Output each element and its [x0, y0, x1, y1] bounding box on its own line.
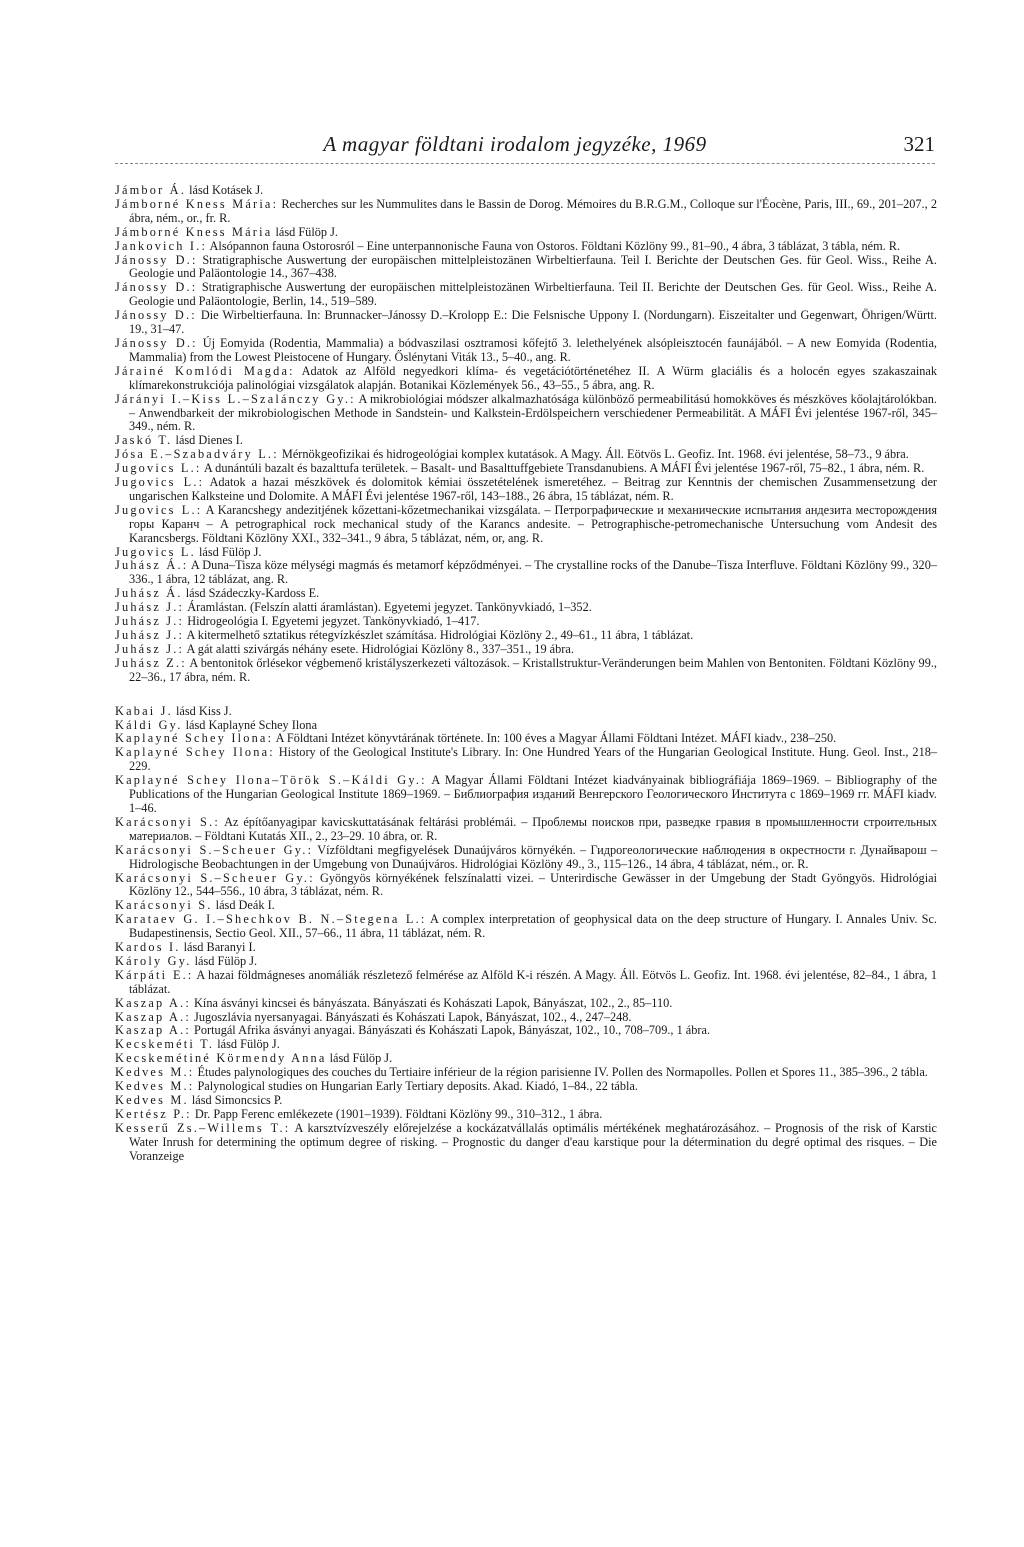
entry-citation: lásd Fülöp J. — [191, 953, 258, 968]
entry-author: Kecskeméti T. — [115, 1037, 215, 1052]
bibliography-entry — [115, 657, 937, 685]
entry-citation: History of the Geological Institute's Library. In: One Hundred Years of the Hungarian Geological Institute. Hung. Geol. Inst., 218–229. — [129, 745, 938, 774]
bibliography-entry — [115, 941, 937, 955]
entry-citation: lásd Dienes I. — [172, 433, 243, 448]
bibliography-entry — [115, 365, 937, 393]
bibliography-entry — [115, 184, 937, 198]
bibliography-entry — [115, 504, 937, 546]
running-title: A magyar földtani irodalom jegyzéke, 1969 — [323, 132, 707, 156]
entry-citation: A dunántúli bazalt és bazalttufa területek. – Basalt- und Basalttuffgebiete Transdanubiens. A MÁFI Évi jelentése 1967-ről, 75–82., 1 ábra, ném. R. — [201, 461, 925, 476]
bibliography-entry — [115, 1052, 937, 1066]
entry-citation: A Magyar Állami Földtani Intézet kiadványainak bibliográfiája 1869–1969. – Bibliography of the Publications of the Hungarian Geological Institute 1869–1969. – Библиография изданий Венгерского Геологического Института с 1869–1969 гг. MÁFI kiadv. 1–46. — [129, 773, 937, 815]
entry-citation: lásd Deák I. — [212, 898, 275, 913]
bibliography-entry — [115, 559, 937, 587]
page-number: 321 — [903, 132, 935, 156]
entry-citation: A hazai földmágneses anomáliák részletező felmérése az Alföld K-i részén. A Magy. Áll. Eötvös L. Geofiz. Int. 1968. évi jelentése, 82–84., 1 ábra, 1 táblázat. — [129, 967, 937, 996]
entry-author: Kaszap A.: — [115, 1023, 191, 1038]
bibliography-entry — [115, 546, 937, 560]
entry-citation: lásd Baranyi I. — [180, 940, 256, 955]
entry-citation: Stratigraphische Auswertung der europäischen mittelpleistozänen Wirbeltierfauna. Teil II. Berichte der Deutschen Ges. für Geol. Wiss., Reihe A. Geologie und Paläontologie, Berlin, 14., 519–589. — [129, 280, 937, 309]
bibliography-entry — [115, 1024, 937, 1038]
entry-author: Kaplayné Schey Ilona: — [115, 731, 274, 746]
entry-author: Juhász Z.: — [115, 655, 187, 670]
entry-citation: Az építőanyagipar kavicskuttatásának feltárási problémái. – Проблемы поисков при, разведке гравия в промышленности строительных материалов. – Földtani Kutatás XII., 2., 23–29. 10 ábra, or. R. — [129, 814, 937, 843]
entry-citation: A mikrobiológiai módszer alkalmazhatósága különböző permeabilitású homokköves és mészköves kőolajtárolókban. – Anwendbarkeit der mikrobiologischen Methode in Sandstein- und Kalkstein-Erdölspeichern verschiedener Permeabilität. A MÁFI Évi jelentése 1967-ről, 345–349., ném. R. — [129, 391, 937, 434]
entry-author: Juhász Á.: — [115, 558, 189, 573]
bibliography-entry — [115, 969, 937, 997]
bibliography-entry — [115, 1038, 937, 1052]
entry-author: Karácsonyi S.–Scheuer Gy.: — [115, 870, 315, 885]
bibliography-entry — [115, 816, 937, 844]
entry-author: Járányi I.–Kiss L.–Szalánczy Gy.: — [115, 391, 356, 406]
entry-author: Jánossy D.: — [115, 335, 198, 350]
entry-author: Juhász J.: — [115, 600, 185, 615]
entry-author: Juhász J.: — [115, 614, 185, 629]
entry-citation: Kína ásványi kincsei és bányászata. Bányászati és Kohászati Lapok, Bányászat, 102., 2., 85–110. — [190, 995, 673, 1010]
bibliography-entry — [115, 393, 937, 435]
bibliography-entry — [115, 872, 937, 900]
bibliography-entry — [115, 462, 937, 476]
bibliography-entry — [115, 1080, 937, 1094]
page-header — [95, 132, 935, 162]
entry-citation: A kitermelhető sztatikus rétegvízkészlet számítása. Hidrológiai Közlöny 2., 49–61., 11 ábra, 1 táblázat. — [184, 628, 694, 642]
bibliography-entry — [115, 997, 937, 1011]
entry-author: Jugovics L.: — [115, 475, 205, 490]
entry-author: Jánossy D.: — [115, 280, 198, 295]
entry-author: Járainé Komlódi Magda: — [115, 363, 295, 378]
entry-citation: A Duna–Tisza köze mélységi magmás és metamorf képződményei. – The crystalline rocks of the Danube–Tisza Interfluve. Földtani Közlöny 99., 320–336., 1 ábra, 12 táblázat, ang. R. — [129, 558, 937, 587]
bibliography-entry — [115, 601, 937, 615]
entry-citation: lásd Simoncsics P. — [188, 1093, 283, 1107]
entry-author: Jósa E.–Szabadváry L.: — [115, 447, 279, 462]
entry-citation: Mérnökgeofizikai és hidrogeológiai komplex kutatások. A Magy. Áll. Eötvös L. Geofiz. Int. 1968. évi jelentése, 58–73., 9 ábra. — [278, 447, 909, 462]
entry-author: Kaszap A.: — [115, 1009, 191, 1024]
entry-citation: Jugoszlávia nyersanyagai. Bányászati és Kohászati Lapok, Bányászat, 102., 4., 247–248. — [190, 1009, 632, 1024]
entry-citation: Palynological studies on Hungarian Early Tertiary deposits. Akad. Kiadó, 1–84., 22 tábla. — [194, 1079, 638, 1094]
entry-citation: Portugál Afrika ásványi anyagai. Bányászati és Kohászati Lapok, Bányászat, 102., 10., 708–709., 1 ábra. — [190, 1023, 711, 1038]
bibliography-entry — [115, 629, 937, 643]
bibliography-entry — [115, 226, 937, 240]
bibliography-entry — [115, 844, 937, 872]
bibliography-entry — [115, 337, 937, 365]
entry-author: Káldi Gy. — [115, 717, 183, 732]
entry-author: Jánossy D.: — [115, 308, 197, 323]
entry-citation: A gát alatti szivárgás néhány esete. Hidrológiai Közlöny 8., 337–351., 19 ábra. — [184, 641, 574, 656]
entry-author: Kedves M.: — [115, 1079, 195, 1094]
entry-citation: Die Wirbeltierfauna. In: Brunnacker–Jánossy D.–Krolopp E.: Die Felsnische Uppony I. (Nordungarn). Eiszeitalter und Gegenwart, Öhrigen/Württ. 19., 31–47. — [129, 308, 937, 337]
entry-author: Kaszap A.: — [115, 995, 191, 1010]
bibliography-entry — [115, 448, 937, 462]
bibliography-list — [115, 184, 937, 1164]
bibliography-entry — [115, 913, 937, 941]
entry-citation: lásd Fülöp J. — [195, 544, 262, 559]
bibliography-entry — [115, 1094, 937, 1108]
bibliography-entry — [115, 899, 937, 913]
entry-citation: Hidrogeológia I. Egyetemi jegyzet. Tankönyvkiadó, 1–417. — [184, 614, 480, 629]
entry-author: Jaskó T. — [115, 433, 173, 448]
entry-author: Karácsonyi S.–Scheuer Gy.: — [115, 842, 314, 857]
entry-author: Karataev G. I.–Shechkov B. N.–Stegena L.: — [115, 912, 427, 927]
entry-citation: A karsztvízveszély előrejelzése a kockázatvállalás optimális mértékének meghatározásához. – Prognosis of the risk of Karstic Water Inrush for determining the optimum degree of risking. – Prognostic du danger d'eau karstique pour la détermination du degré optimal des risques. – Die Voranzeige — [129, 1120, 938, 1163]
entry-citation: Stratigraphische Auswertung der europäischen mittelpleistozänen Wirbeltierfauna. Teil I. Berichte der Deutschen Ges. für Geol. Wiss., Reihe A. Geologie und Paläontologie 14., 367–438. — [129, 252, 937, 281]
bibliography-entry — [115, 587, 937, 601]
entry-citation: Adatok a hazai mészkövek és dolomitok kémiai összetételének ismeretéhez. – Beitrag zur Kenntnis der chemischen Zusammensetzung der ungarischen Kalksteine und Dolomite. A MÁFI Évi jelentése 1967-ről, 143–188., 26 ábra, 15 táblázat, ném. R. — [129, 475, 938, 503]
bibliography-entry — [115, 643, 937, 657]
bibliography-entry — [115, 774, 937, 816]
bibliography-entry — [115, 719, 937, 733]
bibliography-entry — [115, 1122, 937, 1164]
entry-citation: lásd Szádeczky-Kardoss E. — [182, 586, 320, 601]
bibliography-entry — [115, 955, 937, 969]
entry-author: Karácsonyi S.: — [115, 814, 220, 829]
entry-author: Kecskemétiné Körmendy Anna — [115, 1051, 327, 1066]
bibliography-entry — [115, 309, 937, 337]
bibliography-entry — [115, 705, 937, 719]
bibliography-entry — [115, 240, 937, 254]
entry-author: Kárpáti E.: — [115, 967, 194, 982]
entry-author: Kaplayné Schey Ilona: — [115, 745, 275, 760]
entry-citation: Dr. Papp Ferenc emlékezete (1901–1939). Földtani Közlöny 99., 310–312., 1 ábra. — [191, 1106, 603, 1121]
entry-citation: Alsópannon fauna Ostorosról – Eine unterpannonische Fauna von Ostoros. Földtani Közlöny 99., 81–90., 4 ábra, 3 táblázat, 3 tábla, ném. R. — [207, 238, 901, 253]
bibliography-entry — [115, 746, 937, 774]
bibliography-entry — [115, 476, 937, 504]
bibliography-entry — [115, 732, 937, 746]
entry-citation: lásd Kaplayné Schey Ilona — [182, 717, 318, 732]
entry-author: Jugovics L.: — [115, 502, 203, 517]
entry-citation: A Karancshegy andezitjének kőzettani-kőzetmechanikai vizsgálata. – Петрографические и механические испытания андезита месторождения горы Каранч – A petrographical rock mechanical study of the Karancs andesite. – Petrographische-petromechanische Untersuchung vom Andesit des Karancsbergs. Földtani Közlöny XXI., 332–341., 9 ábra, 5 táblázat, ném, or, ang. R. — [129, 502, 938, 545]
bibliography-entry — [115, 1011, 937, 1025]
entry-author: Karácsonyi S. — [115, 898, 213, 913]
entry-author: Kedves M. — [115, 1093, 189, 1107]
entry-author: Kardos I. — [115, 940, 181, 955]
entry-citation: lásd Kotásek J. — [186, 183, 264, 197]
entry-author: Jámbor Á. — [115, 183, 187, 197]
bibliography-entry — [115, 198, 937, 226]
entry-citation: Új Eomyida (Rodentia, Mammalia) a bódvaszilasi osztramosi kőfejtő 3. lelethelyének alsópleisztocén faunájából. – A new Eomyida (Rodentia, Mammalia) from the Lowest Pleistocene of Hungary. Őslénytani Viták 13., 5–40., ang. R. — [129, 335, 937, 364]
entry-author: Juhász Á. — [115, 586, 183, 601]
entry-citation: Études palynologiques des couches du Tertiaire inférieur de la région parisienne IV. Pollen des Normapolles. Pollen et Spores 11., 385–396., 2 tábla. — [194, 1065, 928, 1080]
entry-author: Károly Gy. — [115, 953, 192, 968]
entry-author: Kaplayné Schey Ilona–Török S.–Káldi Gy.: — [115, 773, 427, 788]
entry-author: Kedves M.: — [115, 1065, 195, 1080]
bibliography-entry — [115, 281, 937, 309]
entry-author: Jugovics L.: — [115, 461, 202, 476]
bibliography-entry — [115, 1066, 937, 1080]
entry-citation: Recherches sur les Nummulites dans le Bassin de Dorog. Mémoires du B.R.G.M., Colloque sur l'Éocène, Paris, III., 69., 201–207., 2 ábra, ném., or., fr. R. — [129, 196, 937, 225]
entry-author: Kertész P.: — [115, 1106, 192, 1121]
entry-citation: Vízföldtani megfigyelések Dunaújváros környékén. – Гидрогеологические наблюдения в окрестности г. Дунайварош – Hidrologische Beobachtungen in der Umgebung von Dunaújváros. Hidrológiai Közlöny 49., 3., 115–126., 14 ábra, 4 táblázat, ném., or. R. — [129, 842, 937, 871]
entry-citation: lásd Kiss J. — [172, 703, 232, 718]
entry-author: Kesserű Zs.–Willems T.: — [115, 1120, 291, 1135]
entry-citation: Adatok az Alföld negyedkori klíma- és vegetációtörténetéhez II. A Würm glaciális és a holocén egyes szakaszainak klímarekonstrukciója palinológiai vizsgálatok alapján. Botanikai Közlemények 56., 43–55., 5 ábra, ang. R. — [129, 363, 937, 392]
header-rule — [115, 163, 935, 164]
entry-citation: lásd Fülöp J. — [326, 1051, 393, 1066]
bibliography-entry — [115, 434, 937, 448]
entry-citation: lásd Fülöp J. — [214, 1037, 280, 1052]
entry-author: Jámborné Kness Mária — [115, 224, 273, 239]
entry-citation: lásd Fülöp J. — [272, 224, 338, 239]
entry-author: Jugovics L. — [115, 544, 196, 559]
bibliography-entry — [115, 615, 937, 629]
entry-citation: Áramlástan. (Felszín alatti áramlástan). Egyetemi jegyzet. Tankönyvkiadó, 1–352. — [184, 600, 592, 615]
entry-citation: A Földtani Intézet könyvtárának története. In: 100 éves a Magyar Állami Földtani Intézet. MÁFI kiadv., 238–250. — [273, 731, 837, 746]
entry-citation: Gyöngyös környékének felszínalatti vizei. – Unterirdische Gewässer in der Umgebung der Stadt Gyöngyös. Hidrológiai Közlöny 12., 544–556., 10 ábra, 3 táblázat, ném. R. — [129, 870, 937, 899]
entry-author: Kabai J. — [115, 703, 173, 718]
entry-citation: A complex interpretation of geophysical data on the deep structure of Hungary. I. Annales Univ. Sc. Budapestinensis, Sectio Geol. XII., 57–66., 11 ábra, 11 táblázat, ném. R. — [129, 912, 937, 941]
entry-author: Juhász J.: — [115, 641, 185, 656]
bibliography-entry — [115, 254, 937, 282]
entry-citation: A bentonitok őrlésekor végbemenő kristályszerkezeti változások. – Kristallstruktur-Veränderungen beim Mahlen von Bentoniten. Földtani Közlöny 99., 22–36., 17 ábra, ném. R. — [129, 655, 937, 684]
entry-author: Jámborné Kness Mária: — [115, 196, 279, 211]
entry-author: Jánossy D.: — [115, 252, 198, 267]
entry-author: Jankovich I.: — [115, 238, 208, 253]
bibliography-entry — [115, 1108, 937, 1122]
entry-author: Juhász J.: — [115, 628, 185, 642]
